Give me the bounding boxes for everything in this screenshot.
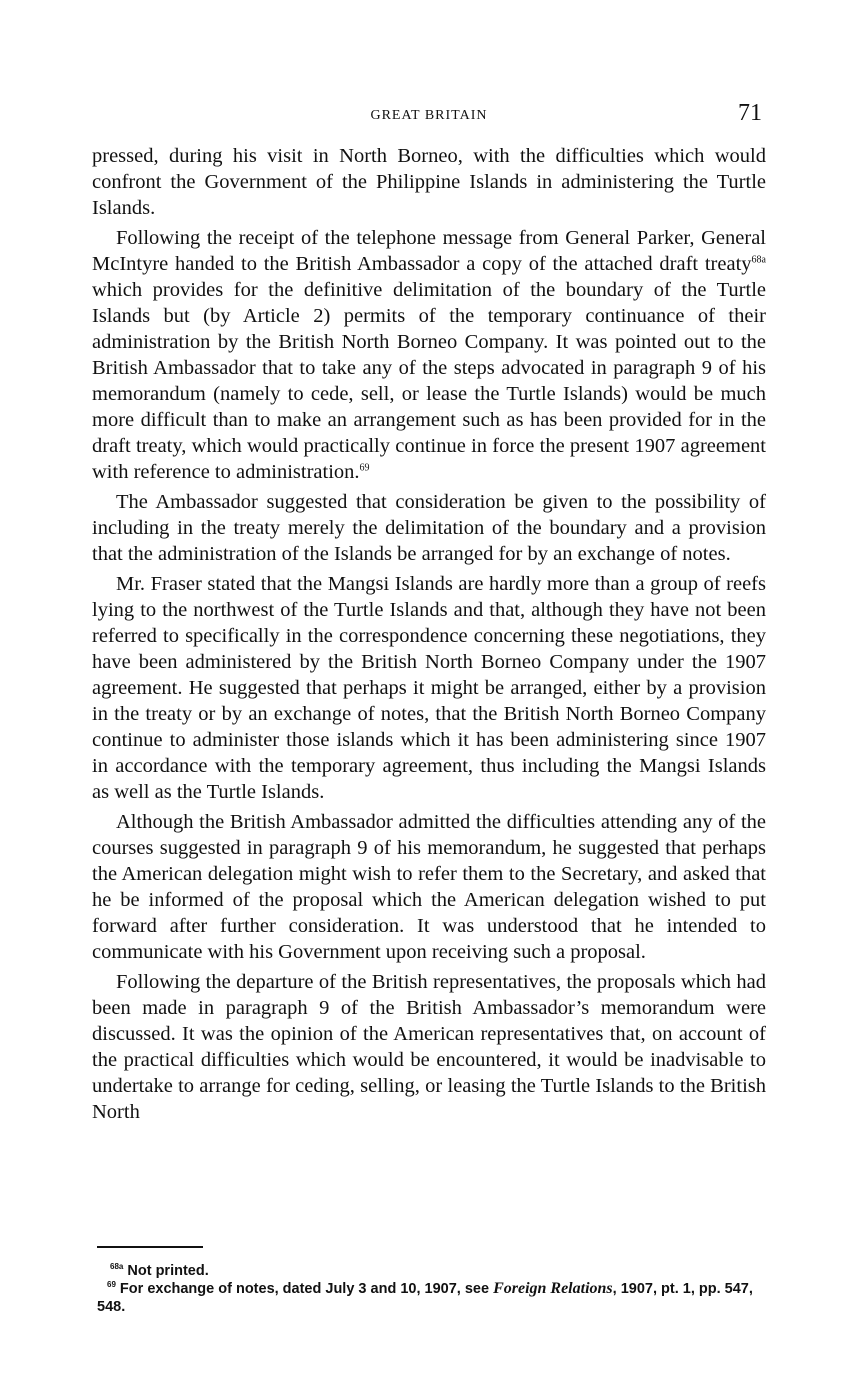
running-title: GREAT BRITAIN — [370, 108, 488, 123]
paragraph-continued — [92, 143, 766, 221]
footnote-text: For exchange of notes, dated July 3 and 10, 1907, see — [115, 1281, 494, 1297]
paragraph — [92, 969, 766, 1125]
paragraph — [92, 571, 766, 805]
footnote-divider — [97, 1246, 203, 1248]
footnote-text: , 1907, pt. 1, pp. 547, 548. — [97, 1281, 753, 1315]
paragraph — [92, 225, 766, 485]
footnote-marker: 69 — [107, 1280, 116, 1289]
paragraph-text: Following the departure of the British representatives, the proposals which had been made in paragraph 9 of the British Ambassador’s memorandum were discussed. It was the opinion of the American representatives that, on account of the practical difficulties which would be encountered, it would be inadvisable to undertake to arrange for ceding, selling, or leasing the Turtle Islands to the British North — [92, 971, 766, 1123]
paragraph — [92, 809, 766, 965]
paragraph-text: pressed, during his visit in North Borneo, with the difficulties which would confront the Government of the Philippine Islands in administering the Turtle Islands. — [92, 145, 766, 219]
footnotes — [97, 1262, 766, 1316]
body-text — [92, 143, 766, 1129]
paragraph-text: Mr. Fraser stated that the Mangsi Islands are hardly more than a group of reefs lying to the northwest of the Turtle Islands and that, although they have not been referred to specifically in the correspondence concerning these negotiations, they have been administered by the British North Borneo Company under the 1907 agreement. He suggested that perhaps it might be arranged, either by a provision in the treaty or by an exchange of notes, that the British North Borneo Company continue to administer those islands which it has been administering since 1907 in accordance with the temporary agreement, thus including the Mangsi Islands as well as the Turtle Islands. — [92, 573, 766, 803]
footnote-reference-69: 69 — [359, 462, 370, 474]
publication-title: Foreign Relations — [493, 1280, 613, 1297]
running-header — [92, 100, 766, 130]
paragraph-text: which provides for the definitive delimitation of the boundary of the Turtle Islands but (by Article 2) permits of the temporary continuance of their administration by the British North Borneo Company. It was pointed out to the British Ambassador that to take any of the steps advocated in paragraph 9 of his memorandum (namely to cede, sell, or lease the Turtle Islands) would be much more difficult than to make an arrangement such as has been provided for in the draft treaty, which would practically continue in force the present 1907 agreement with reference to administration. — [92, 279, 766, 483]
paragraph-text: Although the British Ambassador admitted the difficulties attending any of the courses suggested in paragraph 9 of his memorandum, he suggested that perhaps the American delegation might wish to refer them to the Secretary, and asked that he be informed of the proposal which the American delegation wished to put forward after further consideration. It was understood that he intended to communicate with his Government upon receiving such a proposal. — [92, 811, 766, 963]
footnote-marker: 68a — [110, 1262, 124, 1271]
paragraph-text: The Ambassador suggested that consideration be given to the possibility of including in the treaty merely the delimitation of the boundary and a provision that the administration of the Islands be arranged for by an exchange of notes. — [92, 491, 766, 565]
page-number: 71 — [738, 100, 762, 126]
footnote-69 — [97, 1280, 766, 1316]
footnote-text: Not printed. — [123, 1263, 209, 1279]
paragraph — [92, 489, 766, 567]
paragraph-text: Following the receipt of the telephone message from General Parker, General McIntyre handed to the British Ambassador a copy of the attached draft treaty — [92, 227, 766, 275]
footnote-reference-68a: 68a — [751, 254, 766, 266]
footnote-68a — [97, 1262, 766, 1280]
